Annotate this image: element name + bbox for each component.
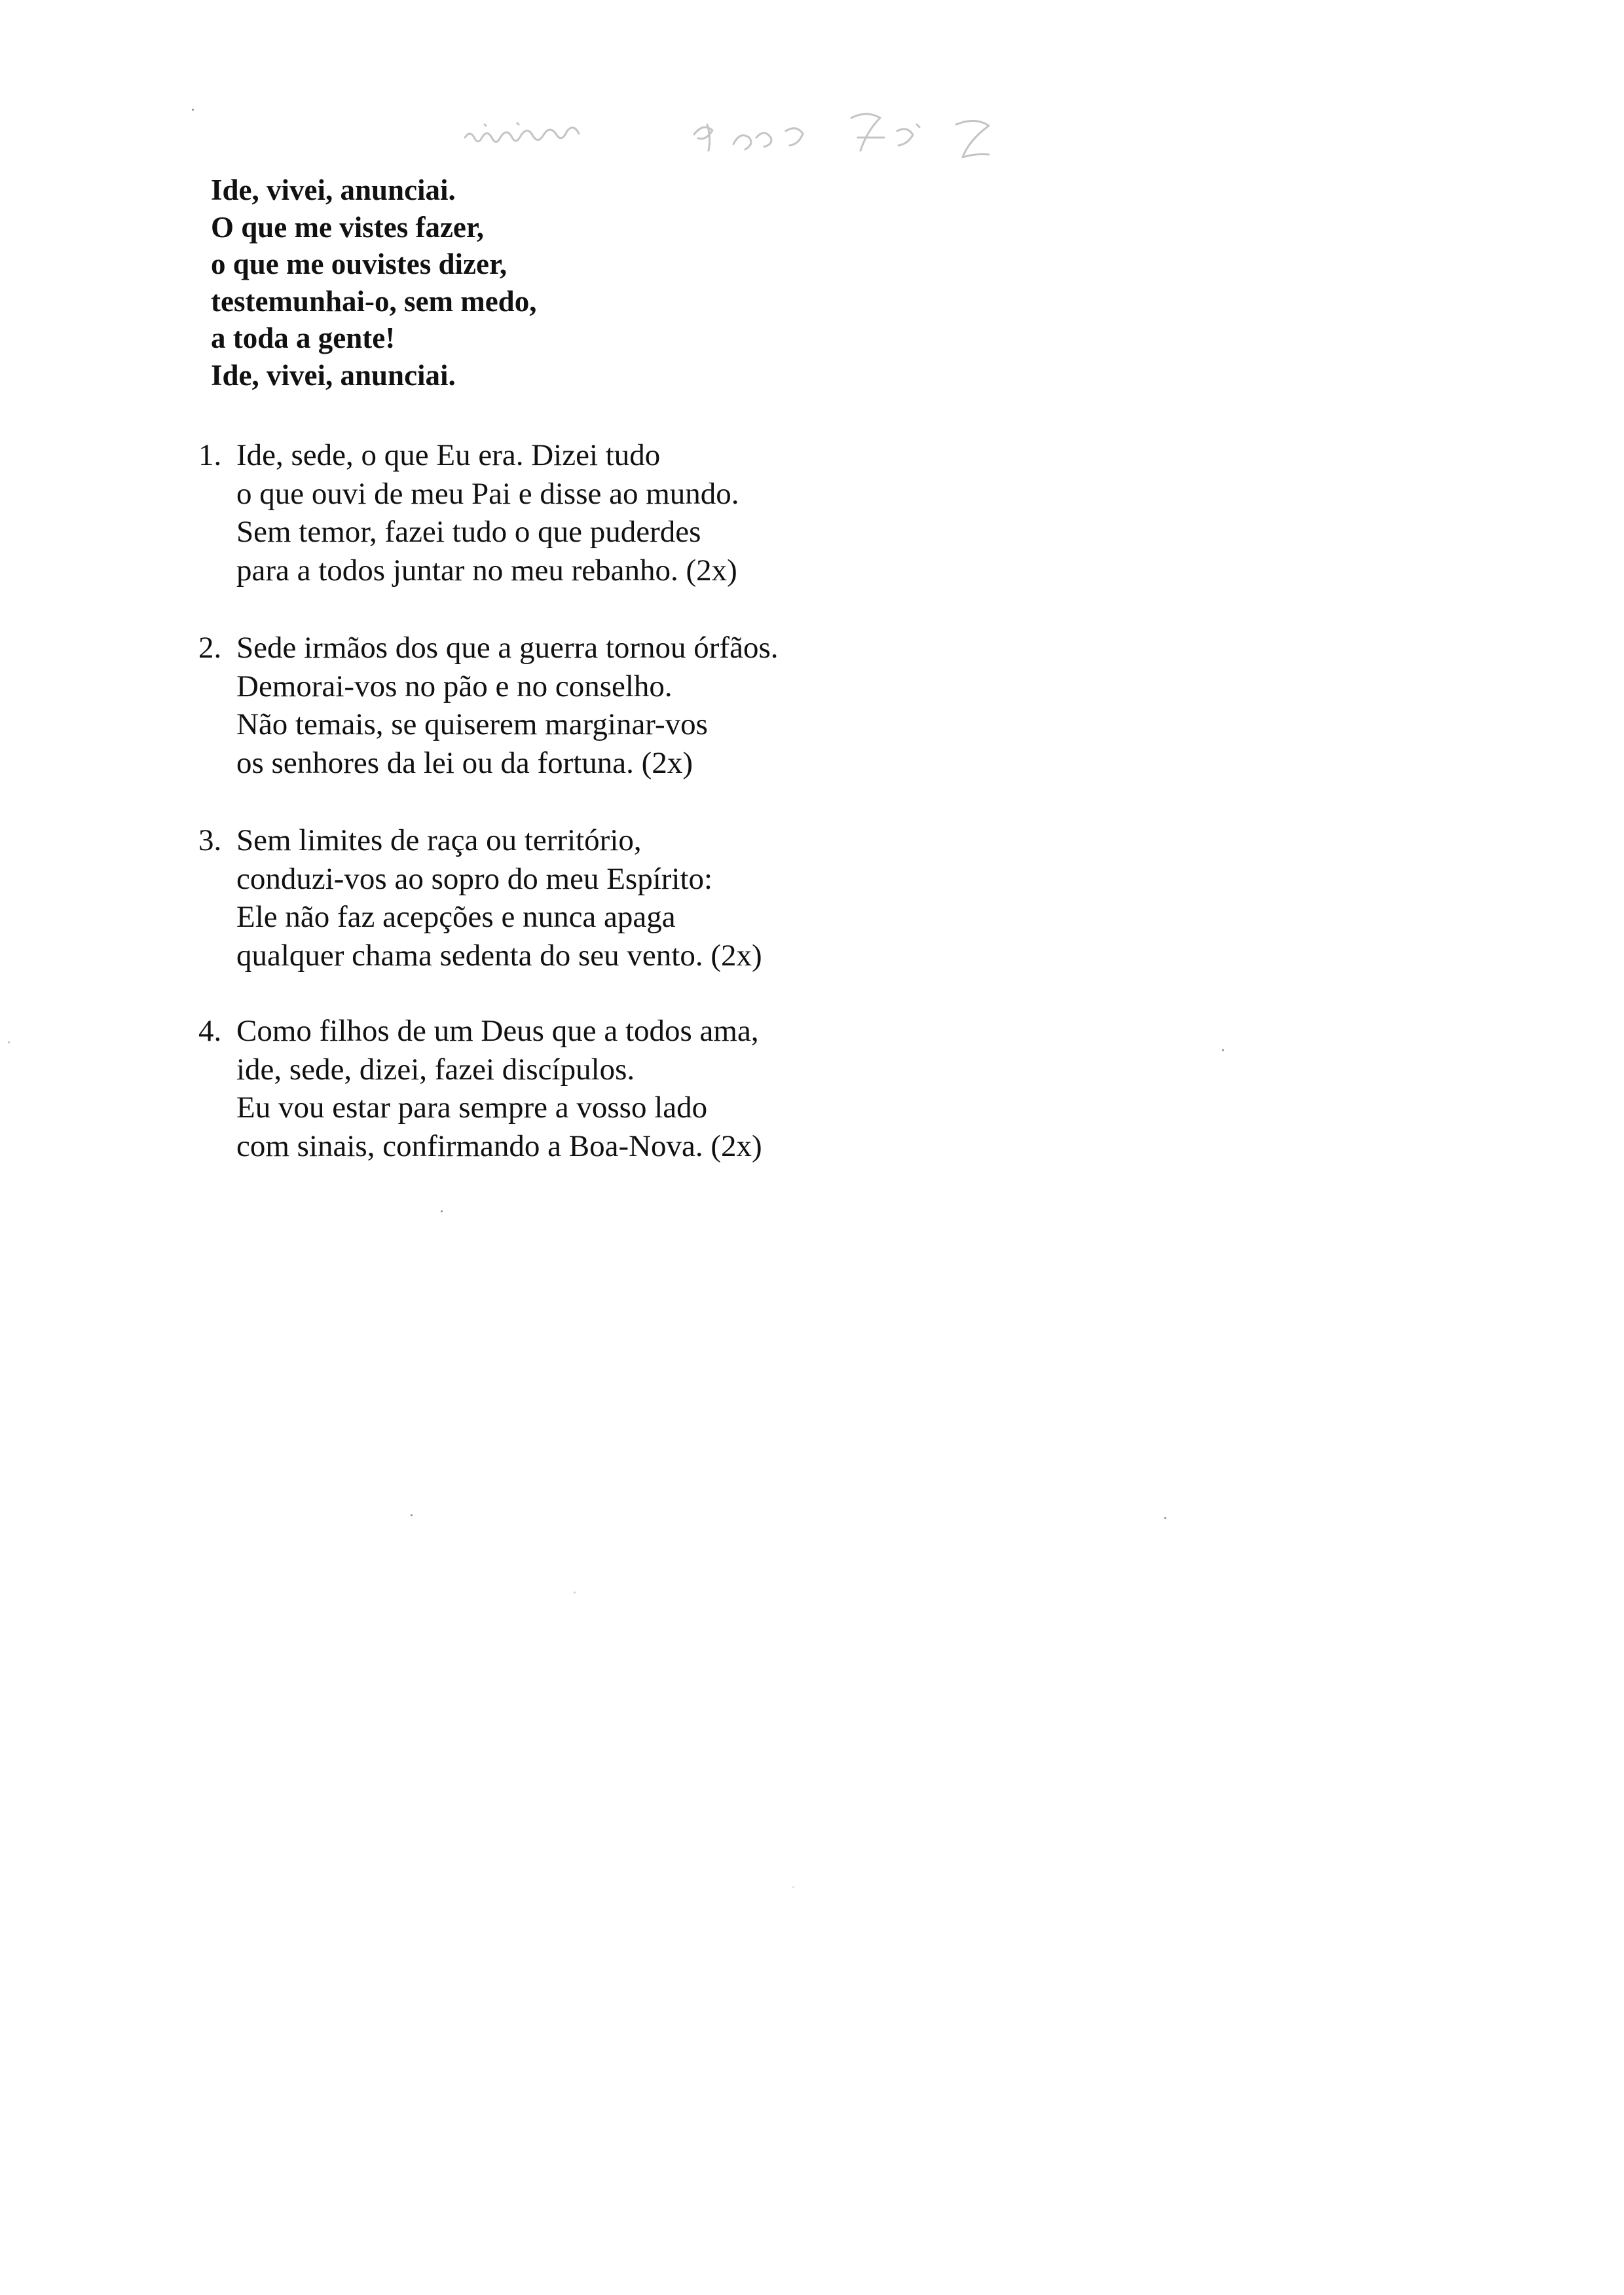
stanza-line-text: Sem limites de raça ou território, [236, 823, 642, 857]
refrain-block [211, 172, 536, 394]
stanza-number: 2. [198, 631, 222, 665]
stanza-line-text: Ide, sede, o que Eu era. Dizei tudo [236, 438, 661, 472]
scan-speck [441, 1210, 443, 1212]
scan-speck [192, 109, 194, 111]
stanza-line: para a todos juntar no meu rebanho. (2x) [236, 553, 737, 588]
stanza-line [198, 1012, 762, 1051]
stanza-line: qualquer chama sedenta do seu vento. (2x) [236, 938, 762, 973]
stanza-2 [198, 629, 778, 782]
scan-speck [1164, 1517, 1166, 1519]
refrain-line: O que me vistes fazer, [211, 210, 484, 244]
stanza-line: Sem temor, fazei tudo o que puderdes [236, 515, 701, 549]
stanza-3 [198, 821, 762, 975]
scan-speck [8, 1041, 10, 1043]
refrain-line: Ide, vivei, anunciai. [211, 358, 456, 392]
stanza-number: 4. [198, 1014, 222, 1048]
stanza-line: Eu vou estar para sempre a vosso lado [236, 1091, 708, 1125]
stanza-line: ide, sede, dizei, fazei discípulos. [236, 1052, 635, 1087]
scan-speck [574, 1592, 576, 1594]
stanza-line [198, 629, 778, 667]
stanza-4 [198, 1012, 762, 1165]
stanza-line-text: Como filhos de um Deus que a todos ama, [236, 1014, 759, 1048]
stanza-line: conduzi-vos ao sopro do meu Espírito: [236, 861, 713, 896]
refrain-line: o que me ouvistes dizer, [211, 248, 507, 280]
stanza-line: Demorai-vos no pão e no conselho. [236, 669, 673, 703]
refrain-line: testemunhai-o, sem medo, [211, 284, 537, 318]
stanza-line: Ele não faz acepções e nunca apaga [236, 900, 676, 934]
handwritten-pencil-note [458, 98, 1048, 177]
stanza-line: Não temais, se quiserem marginar-vos [236, 707, 708, 741]
stanza-line-text: Sede irmãos dos que a guerra tornou órfãos. [236, 631, 779, 665]
stanza-1 [198, 436, 739, 589]
stanza-line [198, 821, 762, 860]
scan-speck [792, 1886, 794, 1888]
stanza-line: os senhores da lei ou da fortuna. (2x) [236, 745, 693, 780]
refrain-line: a toda a gente! [211, 322, 396, 354]
refrain-line: Ide, vivei, anunciai. [211, 174, 456, 206]
stanza-number: 3. [198, 823, 222, 857]
scan-speck [1222, 1049, 1224, 1051]
scan-speck [411, 1514, 413, 1516]
stanza-line: o que ouvi de meu Pai e disse ao mundo. [236, 476, 739, 511]
stanza-number: 1. [198, 438, 222, 472]
stanza-line: com sinais, confirmando a Boa-Nova. (2x) [236, 1129, 762, 1163]
stanza-line [198, 436, 739, 475]
